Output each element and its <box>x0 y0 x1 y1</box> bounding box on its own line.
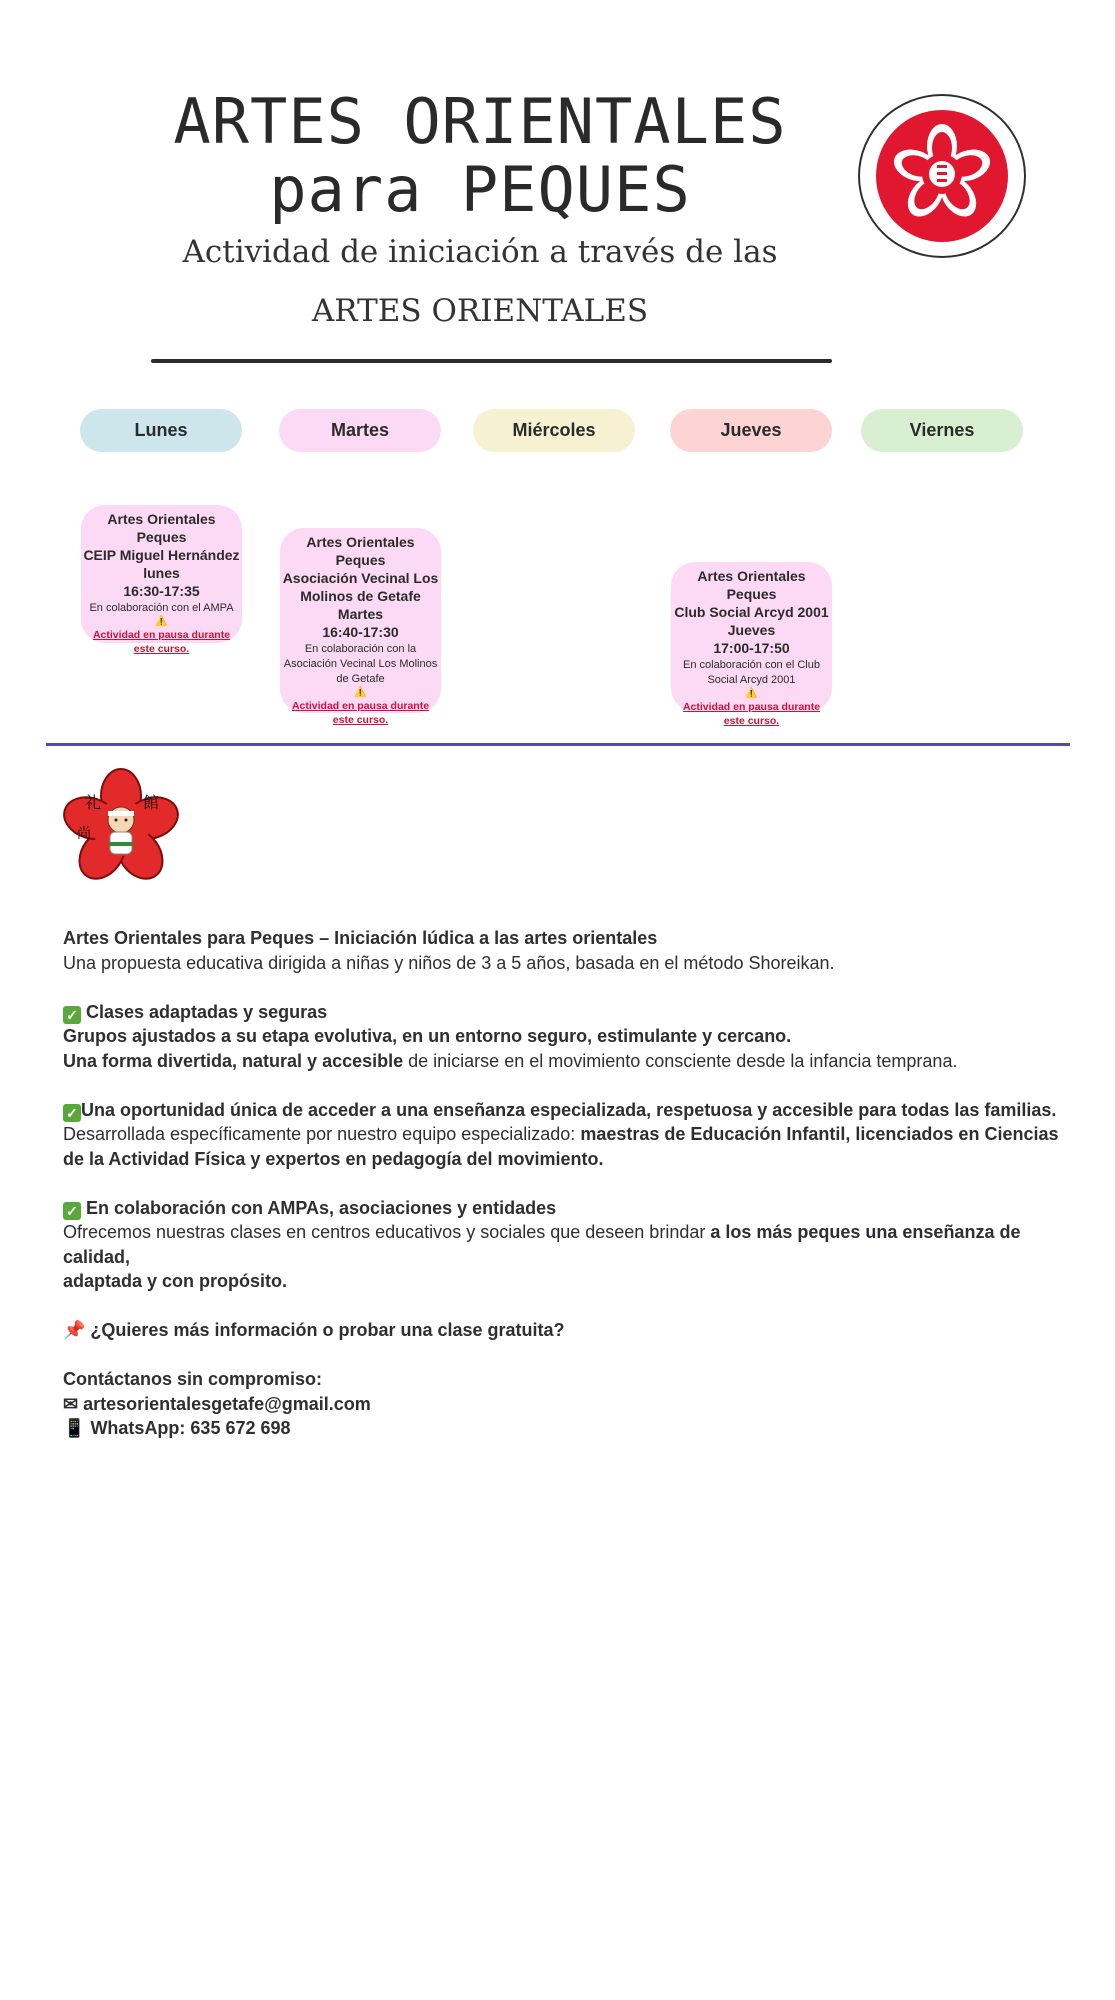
card-name-line: Jueves <box>727 622 776 638</box>
card-collab-line: En colaboración con el Club <box>683 659 820 671</box>
card-pause-line[interactable]: este curso. <box>723 715 780 727</box>
activity-card-jueves[interactable] <box>671 562 832 727</box>
section1-line2 <box>63 1049 1073 1074</box>
mascot-flower-icon <box>60 766 182 886</box>
svg-text:館: 館 <box>143 793 160 812</box>
warning-icon: ⚠️ <box>745 688 758 699</box>
section1-title-text: Clases adaptadas y seguras <box>81 1001 328 1022</box>
card-name-line: Molinos de Getafe <box>300 588 421 604</box>
subtitle-line1: Actividad de iniciación a través de las <box>182 234 778 270</box>
svg-text:尚: 尚 <box>77 826 91 842</box>
card-collab-line: En colaboración con la <box>304 643 417 655</box>
section-divider <box>46 743 1070 746</box>
check-box-icon: ✓ <box>63 1104 81 1122</box>
day-label: Lunes <box>134 420 188 440</box>
day-label: Miércoles <box>512 420 596 440</box>
section1-title <box>63 1000 1073 1025</box>
day-label: Jueves <box>720 420 782 440</box>
section1-line2-rest: de iniciarse en el movimiento consciente desde la infancia temprana. <box>403 1050 958 1071</box>
card-name-line: Artes Orientales Peques <box>306 534 415 568</box>
school-logo <box>858 94 1026 258</box>
contact-email[interactable]: artesorientalesgetafe@gmail.com <box>83 1393 371 1414</box>
contact-email-line[interactable] <box>63 1392 1073 1417</box>
intro-title: Artes Orientales para Peques – Iniciación lúdica a las artes orientales <box>63 928 658 948</box>
pushpin-icon: 📌 <box>63 1320 86 1340</box>
warning-icon: ⚠️ <box>354 687 367 698</box>
page-title-line1: ARTES ORIENTALES <box>173 85 787 158</box>
day-viernes[interactable] <box>861 409 1023 452</box>
card-name-line: lunes <box>143 565 180 581</box>
card-name-line: Martes <box>337 606 384 622</box>
svg-text:礼: 礼 <box>85 793 102 812</box>
card-pause-line[interactable]: Actividad en pausa durante <box>92 629 231 641</box>
section3-title <box>63 1196 1073 1221</box>
section2-text-plain: Desarrollada específicamente por nuestro equipo especializado: <box>63 1124 581 1144</box>
card-name-line: CEIP Miguel Hernández <box>83 547 240 563</box>
day-label: Martes <box>330 420 390 440</box>
day-label: Viernes <box>909 420 975 440</box>
section3-text <box>63 1220 1073 1269</box>
check-box-icon: ✓ <box>63 1202 81 1220</box>
cta-line <box>63 1318 1073 1343</box>
section2-text-bold-a: maestras de Educación Infantil, licenciados en Ciencias <box>580 1124 1059 1144</box>
card-name-line: Artes Orientales Peques <box>107 511 216 545</box>
subtitle-line2: ARTES ORIENTALES <box>311 293 649 329</box>
section3-title-text: En colaboración con AMPAs, asociaciones y entidades <box>81 1197 557 1218</box>
day-jueves[interactable] <box>670 409 832 452</box>
card-name-line: Club Social Arcyd 2001 <box>674 604 829 620</box>
cta-text: ¿Quieres más información o probar una clase gratuita? <box>85 1320 565 1340</box>
card-collab-line: En colaboración con el AMPA <box>89 602 234 614</box>
section3-text-plain: Ofrecemos nuestras clases en centros educativos y sociales que deseen brindar <box>63 1222 711 1242</box>
contact-label: Contáctanos sin compromiso: <box>63 1369 323 1389</box>
card-time: 17:00-17:50 <box>713 640 790 656</box>
sakura-logo-icon <box>860 96 1024 256</box>
card-pause-line[interactable]: este curso. <box>133 643 190 655</box>
contact-whatsapp-line[interactable] <box>63 1416 1073 1441</box>
card-collab-line: Asociación Vecinal Los Molinos <box>283 658 438 670</box>
envelope-icon: ✉ <box>63 1393 79 1414</box>
day-miercoles[interactable] <box>473 409 635 452</box>
section1-line2-bold: Una forma divertida, natural y accesible <box>63 1050 404 1071</box>
check-box-icon: ✓ <box>63 1006 81 1024</box>
header-divider <box>151 359 832 363</box>
card-name-line: Asociación Vecinal Los <box>282 570 439 586</box>
day-lunes[interactable] <box>80 409 242 452</box>
mascot-image <box>60 766 182 886</box>
card-name-line: Artes Orientales Peques <box>697 568 806 602</box>
page-title-line2: para PEQUES <box>269 153 691 226</box>
mobile-phone-icon: 📱 <box>63 1418 86 1438</box>
contact-whatsapp[interactable]: WhatsApp: 635 672 698 <box>90 1418 291 1438</box>
description-section <box>63 926 1073 1441</box>
card-collab-line: Social Arcyd 2001 <box>707 674 796 686</box>
section3-text-bold-b: adaptada y con propósito. <box>63 1271 288 1291</box>
intro-text: Una propuesta educativa dirigida a niñas y niños de 3 a 5 años, basada en el método Shoreikan. <box>63 952 835 973</box>
warning-icon: ⚠️ <box>155 616 168 627</box>
card-pause-line[interactable]: Actividad en pausa durante <box>291 700 430 712</box>
card-collab-line: de Getafe <box>336 673 385 685</box>
activity-card-martes[interactable] <box>280 528 441 726</box>
card-pause-line[interactable]: este curso. <box>332 714 389 726</box>
activity-card-lunes[interactable] <box>81 505 242 655</box>
section2-text-bold-b: de la Actividad Física y expertos en pedagogía del movimiento. <box>63 1148 604 1169</box>
card-time: 16:40-17:30 <box>322 624 399 640</box>
section2-text <box>63 1122 1073 1147</box>
section1-line1: Grupos ajustados a su etapa evolutiva, en un entorno seguro, estimulante y cercano. <box>63 1026 792 1046</box>
section3-text-bold-a: a los más peques una enseñanza de calidad, <box>63 1222 1021 1267</box>
section2-title-text: Una oportunidad única de acceder a una enseñanza especializada, respetuosa y accesible para todas las familias. <box>81 1099 1057 1120</box>
section2-title <box>63 1098 1073 1123</box>
card-pause-line[interactable]: Actividad en pausa durante <box>682 701 821 713</box>
day-martes[interactable] <box>279 409 441 452</box>
card-time: 16:30-17:35 <box>123 583 200 599</box>
